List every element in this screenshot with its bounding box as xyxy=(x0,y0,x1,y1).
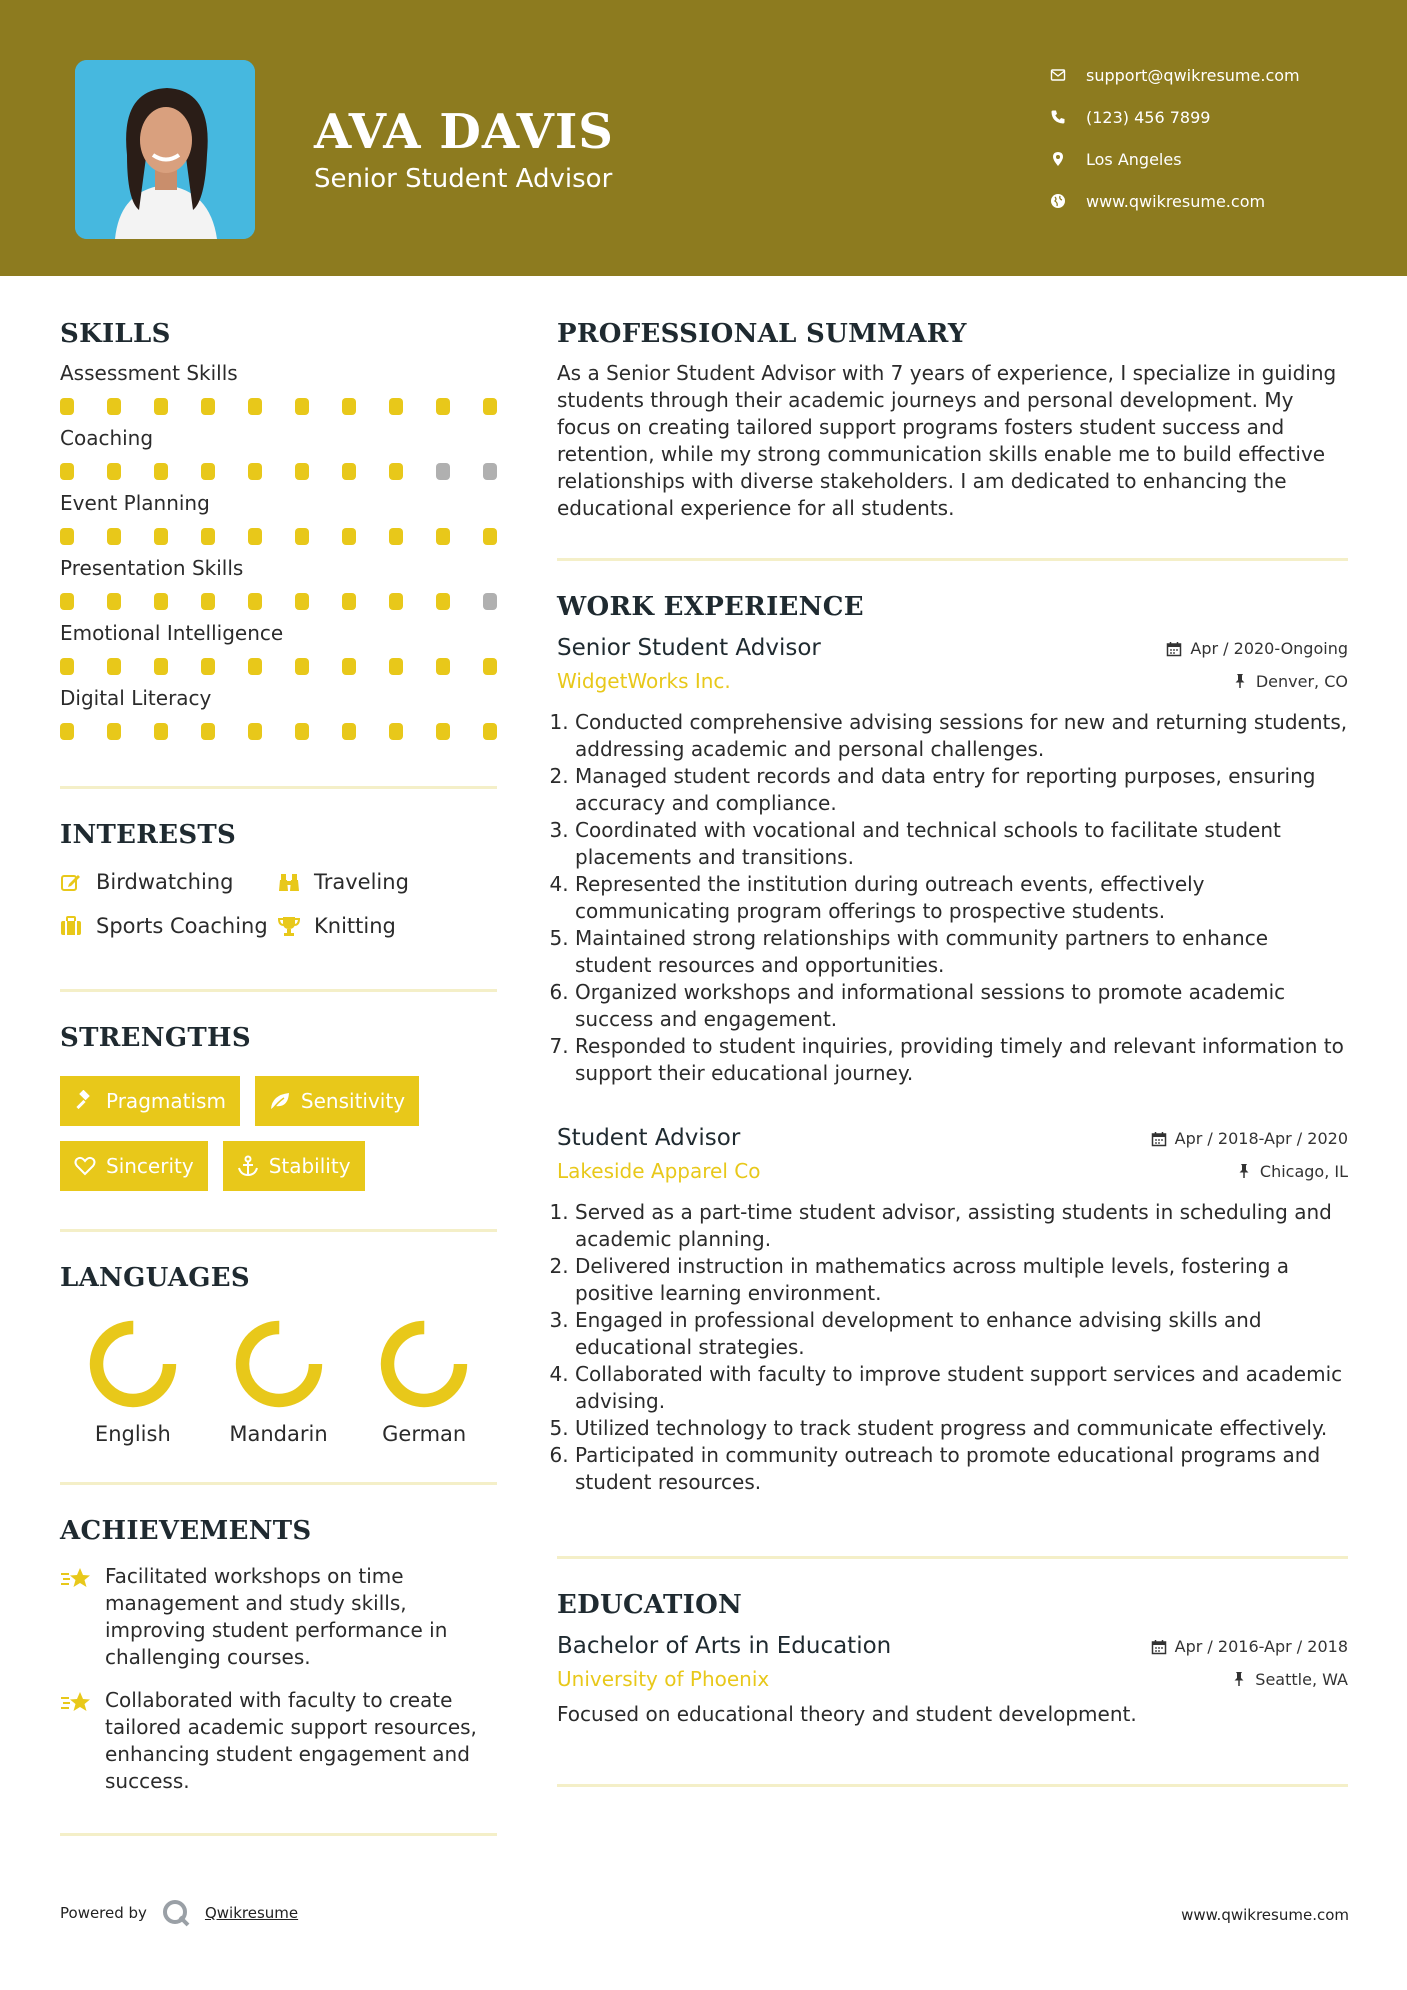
strengths-list xyxy=(60,1076,497,1191)
rating-dot-filled xyxy=(107,658,121,675)
skill-item xyxy=(60,555,497,610)
summary-text: As a Senior Student Advisor with 7 years of experience, I specialize in guiding students through their academic journeys and personal development. My focus on creating tailored support programs fosters student success and retention, while my strong communication skills enable me to build effective relationships with diverse stakeholders. I am dedicated to enhancing the educational experience for all students. xyxy=(557,361,1337,520)
job-location-text: Chicago, IL xyxy=(1259,1161,1348,1181)
job-bullet: 7. Responded to student inquiries, providing timely and relevant information to support their educational journey. xyxy=(575,1033,1348,1087)
section-divider xyxy=(60,989,497,992)
job-bullet: 5. Utilized technology to track student progress and communicate effectively. xyxy=(575,1415,1348,1442)
language-item xyxy=(351,1316,497,1446)
map-pin-icon xyxy=(1050,151,1086,167)
rating-dot-filled xyxy=(107,723,121,740)
contact-list xyxy=(1050,54,1380,222)
rating-dot-filled xyxy=(154,723,168,740)
rating-dot-filled xyxy=(342,593,356,610)
rating-dot-filled xyxy=(248,398,262,415)
interest-label: Birdwatching xyxy=(96,870,234,894)
rating-dot-filled xyxy=(342,528,356,545)
education-location xyxy=(1231,1670,1348,1689)
skill-item xyxy=(60,360,497,415)
rating-dot-filled xyxy=(201,398,215,415)
job-bullets xyxy=(557,709,1348,1087)
rating-dot-filled xyxy=(248,723,262,740)
job-location xyxy=(1232,672,1348,691)
language-progress-arc xyxy=(96,1328,169,1401)
powered-by-label: Powered by xyxy=(60,1904,147,1922)
language-progress-ring xyxy=(231,1316,327,1412)
skill-name: Presentation Skills xyxy=(60,556,244,580)
section-divider xyxy=(60,786,497,789)
job-bullet: 4. Collaborated with faculty to improve student support services and academic advising. xyxy=(575,1361,1348,1415)
rating-dot-filled xyxy=(436,658,450,675)
rating-dot-filled xyxy=(295,398,309,415)
brand-link[interactable]: Qwikresume xyxy=(204,1904,299,1922)
rating-dot-filled xyxy=(107,398,121,415)
job-bullet: 2. Delivered instruction in mathematics across multiple levels, fostering a positive learning environment. xyxy=(575,1253,1348,1307)
globe-icon xyxy=(1050,193,1086,209)
company-name: WidgetWorks Inc. xyxy=(557,669,731,693)
skill-rating xyxy=(60,723,497,740)
interests-list xyxy=(60,867,497,941)
language-progress-arc xyxy=(242,1328,315,1401)
resume-header xyxy=(0,0,1407,276)
language-item xyxy=(60,1316,206,1446)
education-description: Focused on educational theory and student development. xyxy=(557,1702,1137,1726)
language-progress-ring xyxy=(85,1316,181,1412)
shooting-star-icon xyxy=(60,1563,105,1671)
calendar-icon xyxy=(1166,641,1182,657)
skill-name: Event Planning xyxy=(60,491,210,515)
envelope-icon xyxy=(1050,67,1086,83)
heart-icon xyxy=(74,1155,96,1177)
strength-tag xyxy=(60,1076,240,1126)
strength-label: Stability xyxy=(268,1154,351,1178)
section-divider xyxy=(60,1229,497,1232)
interest-label: Sports Coaching xyxy=(96,914,268,938)
section-divider xyxy=(557,558,1348,561)
contact-phone[interactable] xyxy=(1050,96,1380,138)
job-location-text: Denver, CO xyxy=(1255,671,1348,691)
job-dates xyxy=(1151,1129,1348,1148)
job-bullet: 2. Managed student records and data entry for reporting purposes, ensuring accuracy and compliance. xyxy=(575,763,1348,817)
contact-email[interactable] xyxy=(1050,54,1380,96)
summary-heading: PROFESSIONAL SUMMARY xyxy=(557,319,967,349)
right-column xyxy=(557,318,1348,1787)
rating-dot-empty xyxy=(483,463,497,480)
skill-rating xyxy=(60,593,497,610)
rating-dot-filled xyxy=(436,593,450,610)
rating-dot-filled xyxy=(295,723,309,740)
interest-item xyxy=(278,911,497,941)
rating-dot-filled xyxy=(107,593,121,610)
job-title: Senior Student Advisor xyxy=(557,635,821,661)
leaf-icon xyxy=(269,1090,291,1112)
footer-url[interactable]: www.qwikresume.com xyxy=(1181,1906,1349,1924)
achievement-text: Facilitated workshops on time management and study skills, improving student performance in challenging courses. xyxy=(105,1564,448,1669)
rating-dot-filled xyxy=(201,528,215,545)
rating-dot-filled xyxy=(436,398,450,415)
skill-item xyxy=(60,425,497,480)
skill-rating xyxy=(60,528,497,545)
rating-dot-filled xyxy=(342,398,356,415)
rating-dot-filled xyxy=(436,723,450,740)
skill-name: Digital Literacy xyxy=(60,686,212,710)
rating-dot-filled xyxy=(248,463,262,480)
rating-dot-filled xyxy=(389,463,403,480)
job-dates xyxy=(1166,639,1348,658)
school-name: University of Phoenix xyxy=(557,1667,770,1691)
rating-dot-filled xyxy=(483,658,497,675)
briefcase-icon xyxy=(60,915,96,937)
contact-website[interactable] xyxy=(1050,180,1380,222)
rating-dot-filled xyxy=(248,593,262,610)
section-divider xyxy=(60,1482,497,1485)
pencil-square-icon xyxy=(60,871,96,893)
job-bullet: 3. Engaged in professional development to enhance advising skills and educational strategies. xyxy=(575,1307,1348,1361)
language-name: English xyxy=(94,1422,171,1446)
profile-photo xyxy=(75,60,255,239)
binoculars-icon xyxy=(278,871,314,893)
strength-label: Pragmatism xyxy=(106,1089,226,1113)
skill-item xyxy=(60,490,497,545)
location-text: Los Angeles xyxy=(1086,149,1182,169)
phone-icon xyxy=(1050,109,1086,125)
interest-label: Traveling xyxy=(314,870,409,894)
rating-dot-filled xyxy=(483,398,497,415)
rating-dot-filled xyxy=(342,723,356,740)
achievements-heading: ACHIEVEMENTS xyxy=(60,1516,312,1546)
rating-dot-filled xyxy=(389,723,403,740)
candidate-name: AVA DAVIS xyxy=(314,104,614,160)
rating-dot-filled xyxy=(154,463,168,480)
skill-rating xyxy=(60,463,497,480)
qwikresume-logo-icon xyxy=(161,1898,193,1928)
job-bullets xyxy=(557,1199,1348,1496)
interests-heading: INTERESTS xyxy=(60,820,237,850)
rating-dot-filled xyxy=(389,528,403,545)
job-entry xyxy=(557,633,1348,1087)
job-bullet: 6. Organized workshops and informational sessions to promote academic success and engagement. xyxy=(575,979,1348,1033)
anchor-icon xyxy=(237,1155,259,1177)
rating-dot-filled xyxy=(436,528,450,545)
skills-heading: SKILLS xyxy=(60,319,171,349)
job-bullet: 3. Coordinated with vocational and technical schools to facilitate student placements and transitions. xyxy=(575,817,1348,871)
gavel-icon xyxy=(74,1090,96,1112)
calendar-icon xyxy=(1151,1639,1167,1655)
section-divider xyxy=(557,1784,1348,1787)
rating-dot-empty xyxy=(483,593,497,610)
job-title: Student Advisor xyxy=(557,1125,741,1151)
education-dates xyxy=(1151,1637,1348,1656)
rating-dot-filled xyxy=(342,463,356,480)
rating-dot-filled xyxy=(342,658,356,675)
rating-dot-filled xyxy=(60,463,74,480)
job-bullet: 1. Served as a part-time student advisor, assisting students in scheduling and academic planning. xyxy=(575,1199,1348,1253)
email-text: support@qwikresume.com xyxy=(1086,65,1300,85)
skills-list xyxy=(60,360,497,740)
rating-dot-filled xyxy=(60,658,74,675)
rating-dot-filled xyxy=(60,528,74,545)
skill-name: Assessment Skills xyxy=(60,361,238,385)
job-bullet: 5. Maintained strong relationships with community partners to enhance student resources and opportunities. xyxy=(575,925,1348,979)
interest-label: Knitting xyxy=(314,914,396,938)
achievement-item xyxy=(60,1687,497,1795)
job-entry xyxy=(557,1123,1348,1496)
phone-text: (123) 456 7899 xyxy=(1086,107,1211,127)
rating-dot-filled xyxy=(201,463,215,480)
skill-rating xyxy=(60,658,497,675)
education-location-text: Seattle, WA xyxy=(1255,1669,1348,1689)
achievement-item xyxy=(60,1563,497,1671)
powered-by xyxy=(60,1898,298,1928)
company-name: Lakeside Apparel Co xyxy=(557,1159,761,1183)
pushpin-icon xyxy=(1232,673,1248,689)
language-name: Mandarin xyxy=(229,1422,328,1446)
language-item xyxy=(206,1316,352,1446)
rating-dot-filled xyxy=(295,658,309,675)
website-text: www.qwikresume.com xyxy=(1086,191,1266,211)
rating-dot-filled xyxy=(389,593,403,610)
profile-photo-illustration xyxy=(75,60,255,239)
rating-dot-filled xyxy=(201,723,215,740)
shooting-star-icon xyxy=(60,1687,105,1795)
job-dates-text: Apr / 2020-Ongoing xyxy=(1190,639,1348,658)
skill-item xyxy=(60,620,497,675)
job-dates-text: Apr / 2018-Apr / 2020 xyxy=(1174,1129,1348,1148)
rating-dot-filled xyxy=(60,723,74,740)
rating-dot-filled xyxy=(201,593,215,610)
rating-dot-filled xyxy=(295,593,309,610)
education-heading: EDUCATION xyxy=(557,1590,743,1620)
interest-item xyxy=(60,867,278,897)
rating-dot-filled xyxy=(295,463,309,480)
strength-tag xyxy=(223,1141,365,1191)
rating-dot-filled xyxy=(483,723,497,740)
skill-rating xyxy=(60,398,497,415)
strength-label: Sensitivity xyxy=(300,1089,406,1113)
job-bullet: 6. Participated in community outreach to promote educational programs and student resources. xyxy=(575,1442,1348,1496)
pushpin-icon xyxy=(1236,1163,1252,1179)
left-column xyxy=(60,318,497,1836)
rating-dot-filled xyxy=(154,398,168,415)
pushpin-icon xyxy=(1231,1671,1247,1687)
education-dates-text: Apr / 2016-Apr / 2018 xyxy=(1174,1637,1348,1656)
candidate-title: Senior Student Advisor xyxy=(314,164,613,194)
rating-dot-filled xyxy=(154,528,168,545)
contact-location xyxy=(1050,138,1380,180)
rating-dot-filled xyxy=(248,658,262,675)
degree-name: Bachelor of Arts in Education xyxy=(557,1633,892,1659)
rating-dot-filled xyxy=(60,593,74,610)
achievement-text: Collaborated with faculty to create tailored academic support resources, enhancing student engagement and success. xyxy=(105,1688,477,1793)
job-bullet: 4. Represented the institution during outreach events, effectively communicating program offerings to prospective students. xyxy=(575,871,1348,925)
rating-dot-filled xyxy=(107,528,121,545)
rating-dot-filled xyxy=(154,658,168,675)
calendar-icon xyxy=(1151,1131,1167,1147)
skill-name: Emotional Intelligence xyxy=(60,621,284,645)
language-progress-ring xyxy=(376,1316,472,1412)
languages-list xyxy=(60,1316,497,1446)
languages-heading: LANGUAGES xyxy=(60,1263,250,1293)
interest-item xyxy=(278,867,497,897)
section-divider xyxy=(60,1833,497,1836)
strength-tag xyxy=(255,1076,419,1126)
language-progress-arc xyxy=(388,1328,461,1401)
strength-label: Sincerity xyxy=(106,1154,194,1178)
strengths-heading: STRENGTHS xyxy=(60,1023,251,1053)
job-bullet: 1. Conducted comprehensive advising sessions for new and returning students, addressing academic and personal challenges. xyxy=(575,709,1348,763)
job-location xyxy=(1236,1162,1348,1181)
rating-dot-filled xyxy=(389,398,403,415)
work-heading: WORK EXPERIENCE xyxy=(557,592,864,622)
language-name: German xyxy=(382,1422,467,1446)
trophy-icon xyxy=(278,915,314,937)
rating-dot-empty xyxy=(436,463,450,480)
rating-dot-filled xyxy=(483,528,497,545)
rating-dot-filled xyxy=(389,658,403,675)
skill-name: Coaching xyxy=(60,426,154,450)
rating-dot-filled xyxy=(295,528,309,545)
rating-dot-filled xyxy=(154,593,168,610)
education-entry xyxy=(557,1631,1348,1728)
strength-tag xyxy=(60,1141,208,1191)
interest-item xyxy=(60,911,278,941)
rating-dot-filled xyxy=(107,463,121,480)
rating-dot-filled xyxy=(201,658,215,675)
rating-dot-filled xyxy=(248,528,262,545)
section-divider xyxy=(557,1556,1348,1559)
skill-item xyxy=(60,685,497,740)
rating-dot-filled xyxy=(60,398,74,415)
